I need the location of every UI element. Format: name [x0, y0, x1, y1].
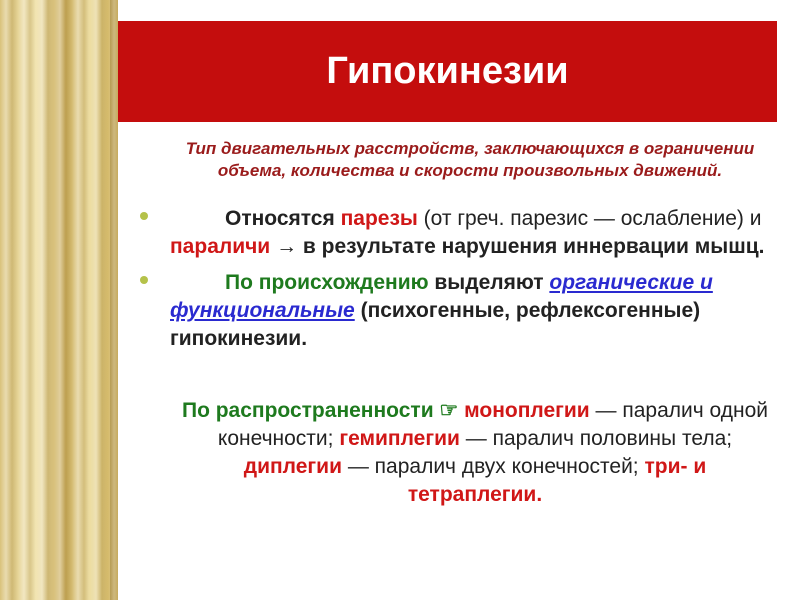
bullet-list	[140, 205, 780, 361]
b1-paralysis: параличи	[170, 235, 271, 258]
b1-a: Относятся	[225, 207, 335, 230]
b2-link[interactable]: органические и функциональные	[170, 271, 713, 322]
p-tri: три- и тетраплегии.	[407, 455, 707, 506]
p-g: — паралич двух конечностей;	[347, 455, 639, 478]
p-c: — паралич одной конечности;	[217, 399, 769, 450]
p-mono: моноплегии	[464, 399, 590, 422]
bullet-dot-icon	[140, 212, 148, 220]
b2-a: По происхождению	[225, 271, 429, 294]
p-a: По распространенности ☞	[181, 399, 459, 422]
b1-paresis: парезы	[340, 207, 418, 230]
page-title: Гипокинезии	[326, 50, 569, 92]
p-di: диплегии	[243, 455, 342, 478]
p-e: — паралич половины тела;	[465, 427, 733, 450]
bullet-dot-icon	[140, 276, 148, 284]
subtitle: Тип двигательных расстройств, заключающихся в ограничении объема, количества и скорости произвольных движений.	[185, 139, 755, 180]
bullet-item-2	[140, 269, 780, 353]
decorative-gold-strip	[0, 0, 118, 600]
distribution-paragraph	[175, 397, 775, 509]
b2-b: выделяют	[434, 271, 544, 294]
b2-d: (психогенные, рефлексогенные) гипокинезии.	[170, 299, 701, 350]
b1-c: (от греч. парезис — ослабление) и	[423, 207, 762, 230]
b1-e: → в результате нарушения иннервации мышц.	[276, 235, 765, 258]
title-banner	[118, 21, 777, 122]
p-hemi: гемиплегии	[339, 427, 460, 450]
bullet-item-1	[140, 205, 780, 261]
